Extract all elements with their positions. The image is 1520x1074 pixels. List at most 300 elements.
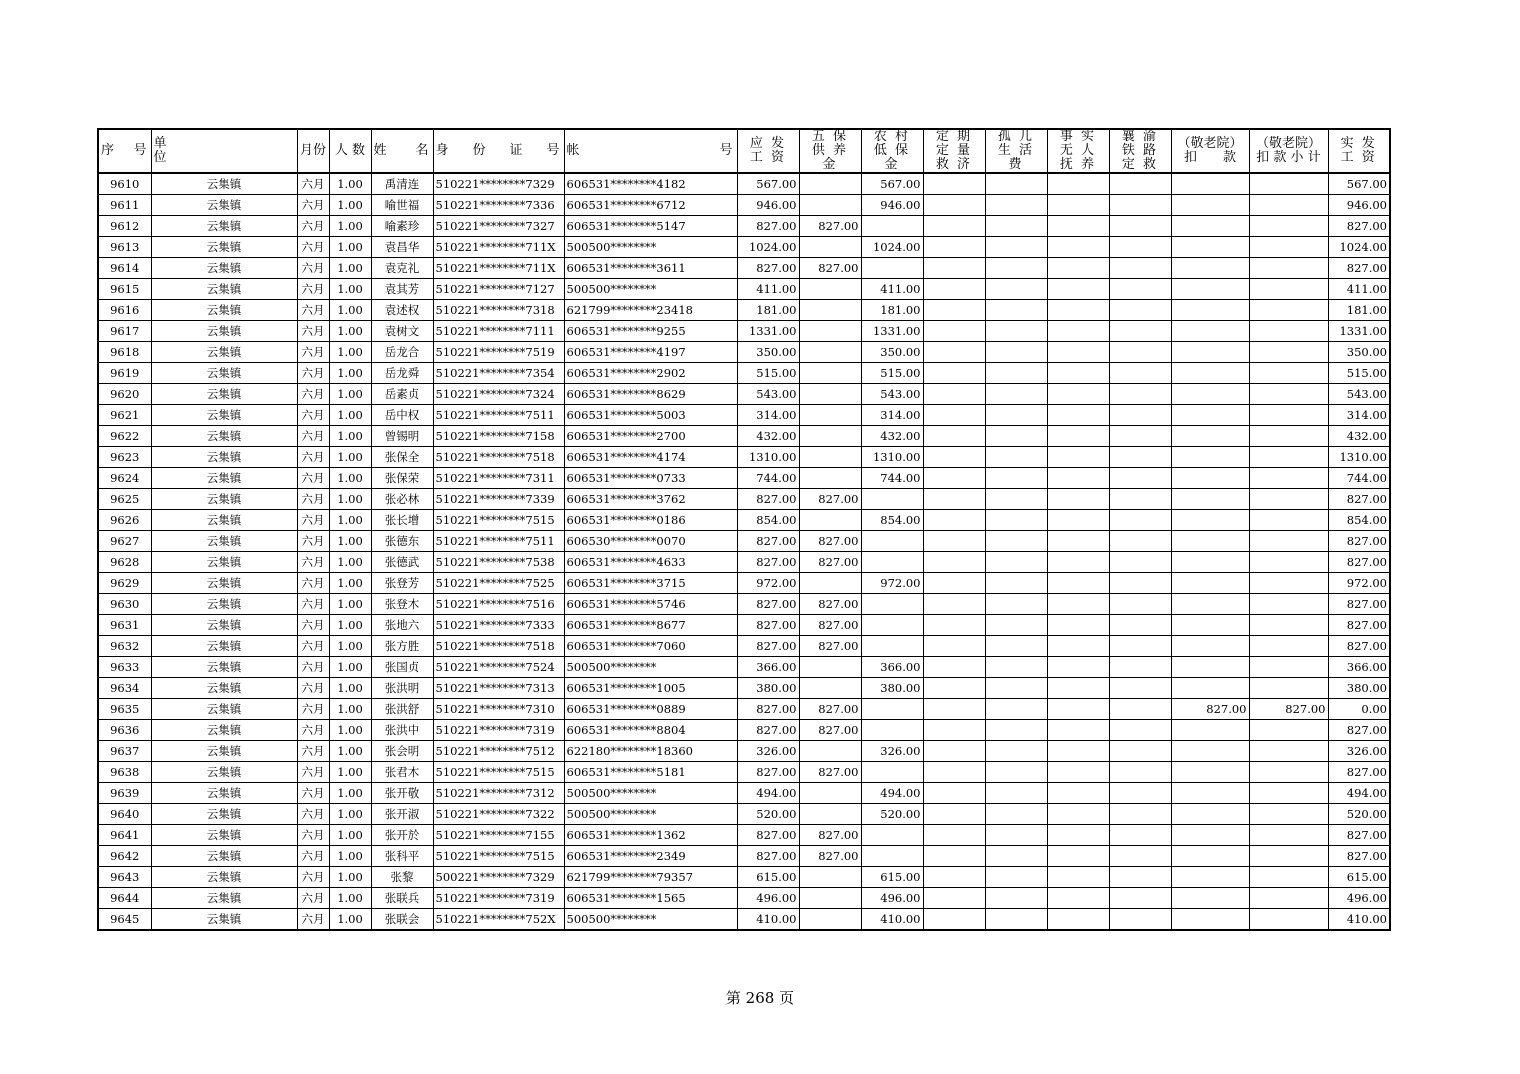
cell-idcard: 510221********7111 xyxy=(433,321,564,342)
cell-dibao: 515.00 xyxy=(861,363,923,384)
cell-xiangyu xyxy=(1109,573,1171,594)
cell-seq: 9627 xyxy=(98,531,151,552)
table-row xyxy=(98,699,1390,720)
cell-persons: 1.00 xyxy=(329,173,371,195)
cell-shishi xyxy=(1047,720,1109,741)
cell-persons: 1.00 xyxy=(329,216,371,237)
cell-actual-pay: 827.00 xyxy=(1328,636,1390,657)
cell-actual-pay: 1024.00 xyxy=(1328,237,1390,258)
table-row xyxy=(98,678,1390,699)
cell-should-pay: 567.00 xyxy=(737,173,799,195)
cell-dingqi xyxy=(923,909,985,931)
cell-should-pay: 496.00 xyxy=(737,888,799,909)
cell-seq: 9615 xyxy=(98,279,151,300)
cell-xiangyu xyxy=(1109,489,1171,510)
cell-jly-subtotal xyxy=(1249,678,1328,699)
cell-jly-subtotal xyxy=(1249,531,1328,552)
cell-should-pay: 410.00 xyxy=(737,909,799,931)
cell-wubao xyxy=(799,888,861,909)
cell-guer xyxy=(985,426,1047,447)
cell-guer xyxy=(985,510,1047,531)
cell-shishi xyxy=(1047,678,1109,699)
table-row xyxy=(98,195,1390,216)
cell-dingqi xyxy=(923,867,985,888)
cell-actual-pay: 827.00 xyxy=(1328,846,1390,867)
cell-month: 六月 xyxy=(297,552,329,573)
cell-shishi xyxy=(1047,699,1109,720)
header-shishi: 事 实 无 人 抚 养 xyxy=(1047,129,1109,173)
cell-jly-subtotal xyxy=(1249,216,1328,237)
cell-should-pay: 827.00 xyxy=(737,489,799,510)
header-seq: 序 号 xyxy=(98,129,151,173)
cell-should-pay: 380.00 xyxy=(737,678,799,699)
cell-guer xyxy=(985,594,1047,615)
cell-account: 622180********18360 xyxy=(564,741,737,762)
cell-actual-pay: 411.00 xyxy=(1328,279,1390,300)
cell-seq: 9635 xyxy=(98,699,151,720)
cell-dingqi xyxy=(923,426,985,447)
cell-xiangyu xyxy=(1109,342,1171,363)
cell-account: 606531********4633 xyxy=(564,552,737,573)
cell-actual-pay: 972.00 xyxy=(1328,573,1390,594)
cell-unit: 云集镇 xyxy=(151,300,297,321)
cell-dingqi xyxy=(923,720,985,741)
cell-unit: 云集镇 xyxy=(151,468,297,489)
cell-dibao xyxy=(861,552,923,573)
cell-shishi xyxy=(1047,741,1109,762)
cell-xiangyu xyxy=(1109,237,1171,258)
cell-wubao: 827.00 xyxy=(799,636,861,657)
cell-jly-deduct xyxy=(1171,846,1249,867)
cell-name: 张登芳 xyxy=(371,573,433,594)
cell-dibao: 496.00 xyxy=(861,888,923,909)
table-row xyxy=(98,804,1390,825)
cell-unit: 云集镇 xyxy=(151,636,297,657)
cell-name: 张德武 xyxy=(371,552,433,573)
cell-wubao xyxy=(799,867,861,888)
cell-dingqi xyxy=(923,594,985,615)
cell-seq: 9632 xyxy=(98,636,151,657)
cell-month: 六月 xyxy=(297,195,329,216)
cell-account: 606531********5147 xyxy=(564,216,737,237)
cell-account: 606531********1362 xyxy=(564,825,737,846)
cell-wubao: 827.00 xyxy=(799,720,861,741)
cell-month: 六月 xyxy=(297,741,329,762)
cell-guer xyxy=(985,804,1047,825)
cell-name: 张长增 xyxy=(371,510,433,531)
table-row xyxy=(98,825,1390,846)
cell-actual-pay: 380.00 xyxy=(1328,678,1390,699)
cell-name: 张开敬 xyxy=(371,783,433,804)
cell-idcard: 510221********7319 xyxy=(433,888,564,909)
cell-actual-pay: 827.00 xyxy=(1328,216,1390,237)
table-row xyxy=(98,447,1390,468)
cell-jly-deduct xyxy=(1171,636,1249,657)
cell-unit: 云集镇 xyxy=(151,762,297,783)
cell-name: 张洪舒 xyxy=(371,699,433,720)
cell-actual-pay: 744.00 xyxy=(1328,468,1390,489)
cell-persons: 1.00 xyxy=(329,489,371,510)
cell-jly-deduct xyxy=(1171,762,1249,783)
cell-seq: 9644 xyxy=(98,888,151,909)
cell-xiangyu xyxy=(1109,699,1171,720)
cell-actual-pay: 515.00 xyxy=(1328,363,1390,384)
cell-wubao xyxy=(799,342,861,363)
cell-actual-pay: 1331.00 xyxy=(1328,321,1390,342)
cell-actual-pay: 410.00 xyxy=(1328,909,1390,931)
cell-name: 袁其芳 xyxy=(371,279,433,300)
cell-should-pay: 972.00 xyxy=(737,573,799,594)
cell-name: 张必林 xyxy=(371,489,433,510)
cell-account: 500500******** xyxy=(564,237,737,258)
cell-month: 六月 xyxy=(297,825,329,846)
cell-jly-subtotal xyxy=(1249,173,1328,195)
cell-wubao xyxy=(799,300,861,321)
cell-account: 606531********2349 xyxy=(564,846,737,867)
cell-jly-subtotal xyxy=(1249,909,1328,931)
cell-dibao: 494.00 xyxy=(861,783,923,804)
cell-dingqi xyxy=(923,195,985,216)
table-body xyxy=(98,173,1390,930)
cell-account: 606531********1005 xyxy=(564,678,737,699)
cell-month: 六月 xyxy=(297,657,329,678)
table-row xyxy=(98,888,1390,909)
table-row xyxy=(98,216,1390,237)
cell-seq: 9621 xyxy=(98,405,151,426)
cell-persons: 1.00 xyxy=(329,552,371,573)
cell-guer xyxy=(985,531,1047,552)
cell-should-pay: 827.00 xyxy=(737,762,799,783)
cell-dibao xyxy=(861,531,923,552)
cell-dingqi xyxy=(923,573,985,594)
cell-wubao xyxy=(799,384,861,405)
cell-month: 六月 xyxy=(297,510,329,531)
cell-account: 606531********2700 xyxy=(564,426,737,447)
cell-account: 606531********0186 xyxy=(564,510,737,531)
cell-dingqi xyxy=(923,216,985,237)
cell-guer xyxy=(985,783,1047,804)
header-unit: 单 位 xyxy=(151,129,297,173)
cell-jly-deduct xyxy=(1171,489,1249,510)
cell-guer xyxy=(985,741,1047,762)
cell-month: 六月 xyxy=(297,447,329,468)
cell-account: 606531********5181 xyxy=(564,762,737,783)
cell-xiangyu xyxy=(1109,720,1171,741)
cell-idcard: 510221********7515 xyxy=(433,846,564,867)
cell-guer xyxy=(985,573,1047,594)
cell-idcard: 510221********7519 xyxy=(433,342,564,363)
cell-dingqi xyxy=(923,237,985,258)
cell-dingqi xyxy=(923,615,985,636)
cell-seq: 9629 xyxy=(98,573,151,594)
table-header xyxy=(98,129,1390,173)
cell-persons: 1.00 xyxy=(329,657,371,678)
cell-dingqi xyxy=(923,279,985,300)
header-persons: 人 数 xyxy=(329,129,371,173)
cell-jly-deduct xyxy=(1171,237,1249,258)
cell-dingqi xyxy=(923,363,985,384)
cell-xiangyu xyxy=(1109,867,1171,888)
cell-unit: 云集镇 xyxy=(151,173,297,195)
cell-guer xyxy=(985,909,1047,931)
cell-xiangyu xyxy=(1109,846,1171,867)
cell-should-pay: 520.00 xyxy=(737,804,799,825)
cell-dibao: 366.00 xyxy=(861,657,923,678)
cell-jly-deduct xyxy=(1171,678,1249,699)
cell-persons: 1.00 xyxy=(329,699,371,720)
cell-wubao: 827.00 xyxy=(799,762,861,783)
cell-xiangyu xyxy=(1109,552,1171,573)
cell-month: 六月 xyxy=(297,279,329,300)
cell-dibao xyxy=(861,846,923,867)
cell-name: 岳龙舜 xyxy=(371,363,433,384)
cell-guer xyxy=(985,678,1047,699)
cell-month: 六月 xyxy=(297,531,329,552)
cell-seq: 9622 xyxy=(98,426,151,447)
table-row xyxy=(98,615,1390,636)
cell-shishi xyxy=(1047,173,1109,195)
cell-xiangyu xyxy=(1109,405,1171,426)
relief-payment-table xyxy=(97,128,1391,931)
cell-jly-deduct xyxy=(1171,426,1249,447)
cell-idcard: 510221********7312 xyxy=(433,783,564,804)
cell-guer xyxy=(985,825,1047,846)
cell-idcard: 510221********7322 xyxy=(433,804,564,825)
header-jly-subtotal: （敬老院） 扣 款 小 计 xyxy=(1249,129,1328,173)
cell-dingqi xyxy=(923,678,985,699)
cell-seq: 9626 xyxy=(98,510,151,531)
cell-account: 606531********3762 xyxy=(564,489,737,510)
cell-actual-pay: 366.00 xyxy=(1328,657,1390,678)
cell-xiangyu xyxy=(1109,258,1171,279)
cell-wubao xyxy=(799,237,861,258)
cell-name: 张德东 xyxy=(371,531,433,552)
cell-xiangyu xyxy=(1109,678,1171,699)
cell-month: 六月 xyxy=(297,594,329,615)
cell-month: 六月 xyxy=(297,699,329,720)
cell-persons: 1.00 xyxy=(329,909,371,931)
cell-persons: 1.00 xyxy=(329,447,371,468)
cell-jly-deduct xyxy=(1171,342,1249,363)
cell-jly-deduct xyxy=(1171,405,1249,426)
cell-should-pay: 1310.00 xyxy=(737,447,799,468)
cell-wubao xyxy=(799,783,861,804)
cell-guer xyxy=(985,173,1047,195)
cell-month: 六月 xyxy=(297,867,329,888)
cell-should-pay: 854.00 xyxy=(737,510,799,531)
cell-wubao: 827.00 xyxy=(799,846,861,867)
cell-actual-pay: 432.00 xyxy=(1328,426,1390,447)
cell-persons: 1.00 xyxy=(329,678,371,699)
cell-persons: 1.00 xyxy=(329,300,371,321)
cell-actual-pay: 827.00 xyxy=(1328,531,1390,552)
cell-guer xyxy=(985,279,1047,300)
cell-wubao xyxy=(799,426,861,447)
cell-account: 606531********0889 xyxy=(564,699,737,720)
table-row xyxy=(98,258,1390,279)
cell-name: 张洪明 xyxy=(371,678,433,699)
cell-persons: 1.00 xyxy=(329,363,371,384)
header-wubao: 五 保 供 养 金 xyxy=(799,129,861,173)
cell-unit: 云集镇 xyxy=(151,321,297,342)
cell-dibao: 432.00 xyxy=(861,426,923,447)
cell-shishi xyxy=(1047,363,1109,384)
table-row xyxy=(98,846,1390,867)
cell-shishi xyxy=(1047,237,1109,258)
cell-actual-pay: 827.00 xyxy=(1328,489,1390,510)
cell-shishi xyxy=(1047,552,1109,573)
cell-xiangyu xyxy=(1109,173,1171,195)
cell-month: 六月 xyxy=(297,426,329,447)
cell-actual-pay: 827.00 xyxy=(1328,552,1390,573)
cell-idcard: 510221********7158 xyxy=(433,426,564,447)
table-row xyxy=(98,531,1390,552)
cell-name: 张地六 xyxy=(371,615,433,636)
cell-wubao xyxy=(799,321,861,342)
cell-jly-deduct xyxy=(1171,573,1249,594)
cell-name: 张登木 xyxy=(371,594,433,615)
cell-xiangyu xyxy=(1109,384,1171,405)
cell-wubao: 827.00 xyxy=(799,699,861,720)
cell-unit: 云集镇 xyxy=(151,888,297,909)
cell-dibao xyxy=(861,720,923,741)
cell-shishi xyxy=(1047,342,1109,363)
cell-unit: 云集镇 xyxy=(151,615,297,636)
cell-jly-deduct xyxy=(1171,804,1249,825)
cell-should-pay: 827.00 xyxy=(737,825,799,846)
cell-should-pay: 411.00 xyxy=(737,279,799,300)
cell-shishi xyxy=(1047,636,1109,657)
cell-should-pay: 314.00 xyxy=(737,405,799,426)
cell-actual-pay: 494.00 xyxy=(1328,783,1390,804)
cell-guer xyxy=(985,447,1047,468)
cell-seq: 9616 xyxy=(98,300,151,321)
cell-dingqi xyxy=(923,888,985,909)
cell-actual-pay: 567.00 xyxy=(1328,173,1390,195)
table-row xyxy=(98,300,1390,321)
cell-month: 六月 xyxy=(297,216,329,237)
cell-month: 六月 xyxy=(297,342,329,363)
cell-unit: 云集镇 xyxy=(151,594,297,615)
cell-account: 606531********5746 xyxy=(564,594,737,615)
cell-persons: 1.00 xyxy=(329,531,371,552)
cell-jly-deduct xyxy=(1171,594,1249,615)
cell-wubao xyxy=(799,573,861,594)
cell-unit: 云集镇 xyxy=(151,405,297,426)
cell-shishi xyxy=(1047,321,1109,342)
cell-should-pay: 181.00 xyxy=(737,300,799,321)
cell-idcard: 510221********7515 xyxy=(433,762,564,783)
cell-persons: 1.00 xyxy=(329,237,371,258)
cell-xiangyu xyxy=(1109,279,1171,300)
cell-xiangyu xyxy=(1109,468,1171,489)
cell-xiangyu xyxy=(1109,636,1171,657)
cell-idcard: 510221********7310 xyxy=(433,699,564,720)
cell-actual-pay: 181.00 xyxy=(1328,300,1390,321)
cell-shishi xyxy=(1047,531,1109,552)
cell-wubao: 827.00 xyxy=(799,489,861,510)
cell-seq: 9640 xyxy=(98,804,151,825)
cell-shishi xyxy=(1047,384,1109,405)
cell-dingqi xyxy=(923,804,985,825)
table-row xyxy=(98,510,1390,531)
cell-unit: 云集镇 xyxy=(151,258,297,279)
cell-seq: 9619 xyxy=(98,363,151,384)
cell-wubao xyxy=(799,741,861,762)
cell-seq: 9624 xyxy=(98,468,151,489)
header-idcard: 身 份 证 号 xyxy=(433,129,564,173)
cell-account: 606530********0070 xyxy=(564,531,737,552)
cell-guer xyxy=(985,384,1047,405)
cell-persons: 1.00 xyxy=(329,720,371,741)
cell-jly-subtotal xyxy=(1249,363,1328,384)
cell-xiangyu xyxy=(1109,804,1171,825)
cell-jly-deduct xyxy=(1171,195,1249,216)
cell-jly-deduct xyxy=(1171,300,1249,321)
cell-month: 六月 xyxy=(297,237,329,258)
cell-name: 张开於 xyxy=(371,825,433,846)
cell-shishi xyxy=(1047,279,1109,300)
cell-account: 500500******** xyxy=(564,279,737,300)
cell-persons: 1.00 xyxy=(329,279,371,300)
cell-seq: 9623 xyxy=(98,447,151,468)
cell-guer xyxy=(985,300,1047,321)
cell-idcard: 510221********7329 xyxy=(433,173,564,195)
cell-jly-deduct xyxy=(1171,867,1249,888)
cell-idcard: 510221********7525 xyxy=(433,573,564,594)
cell-dibao: 1331.00 xyxy=(861,321,923,342)
cell-seq: 9617 xyxy=(98,321,151,342)
cell-jly-deduct xyxy=(1171,783,1249,804)
cell-jly-deduct xyxy=(1171,909,1249,931)
cell-account: 606531********8677 xyxy=(564,615,737,636)
cell-name: 张黎 xyxy=(371,867,433,888)
cell-dingqi xyxy=(923,741,985,762)
cell-jly-deduct xyxy=(1171,363,1249,384)
cell-idcard: 510221********7515 xyxy=(433,510,564,531)
page-number: 第 268 页 xyxy=(725,989,795,1007)
cell-shishi xyxy=(1047,300,1109,321)
cell-account: 500500******** xyxy=(564,804,737,825)
cell-guer xyxy=(985,888,1047,909)
cell-month: 六月 xyxy=(297,636,329,657)
cell-dingqi xyxy=(923,342,985,363)
cell-should-pay: 827.00 xyxy=(737,216,799,237)
cell-dibao xyxy=(861,489,923,510)
cell-dibao xyxy=(861,636,923,657)
cell-account: 606531********7060 xyxy=(564,636,737,657)
cell-dibao: 314.00 xyxy=(861,405,923,426)
cell-shishi xyxy=(1047,783,1109,804)
cell-unit: 云集镇 xyxy=(151,342,297,363)
cell-guer xyxy=(985,720,1047,741)
table-row xyxy=(98,720,1390,741)
cell-dingqi xyxy=(923,783,985,804)
cell-shishi xyxy=(1047,468,1109,489)
cell-actual-pay: 543.00 xyxy=(1328,384,1390,405)
cell-jly-subtotal xyxy=(1249,384,1328,405)
cell-name: 张开淑 xyxy=(371,804,433,825)
cell-seq: 9630 xyxy=(98,594,151,615)
cell-seq: 9634 xyxy=(98,678,151,699)
cell-name: 张科平 xyxy=(371,846,433,867)
cell-name: 张国贞 xyxy=(371,657,433,678)
cell-dingqi xyxy=(923,258,985,279)
cell-xiangyu xyxy=(1109,216,1171,237)
cell-idcard: 510221********7354 xyxy=(433,363,564,384)
cell-seq: 9639 xyxy=(98,783,151,804)
cell-dibao: 567.00 xyxy=(861,173,923,195)
